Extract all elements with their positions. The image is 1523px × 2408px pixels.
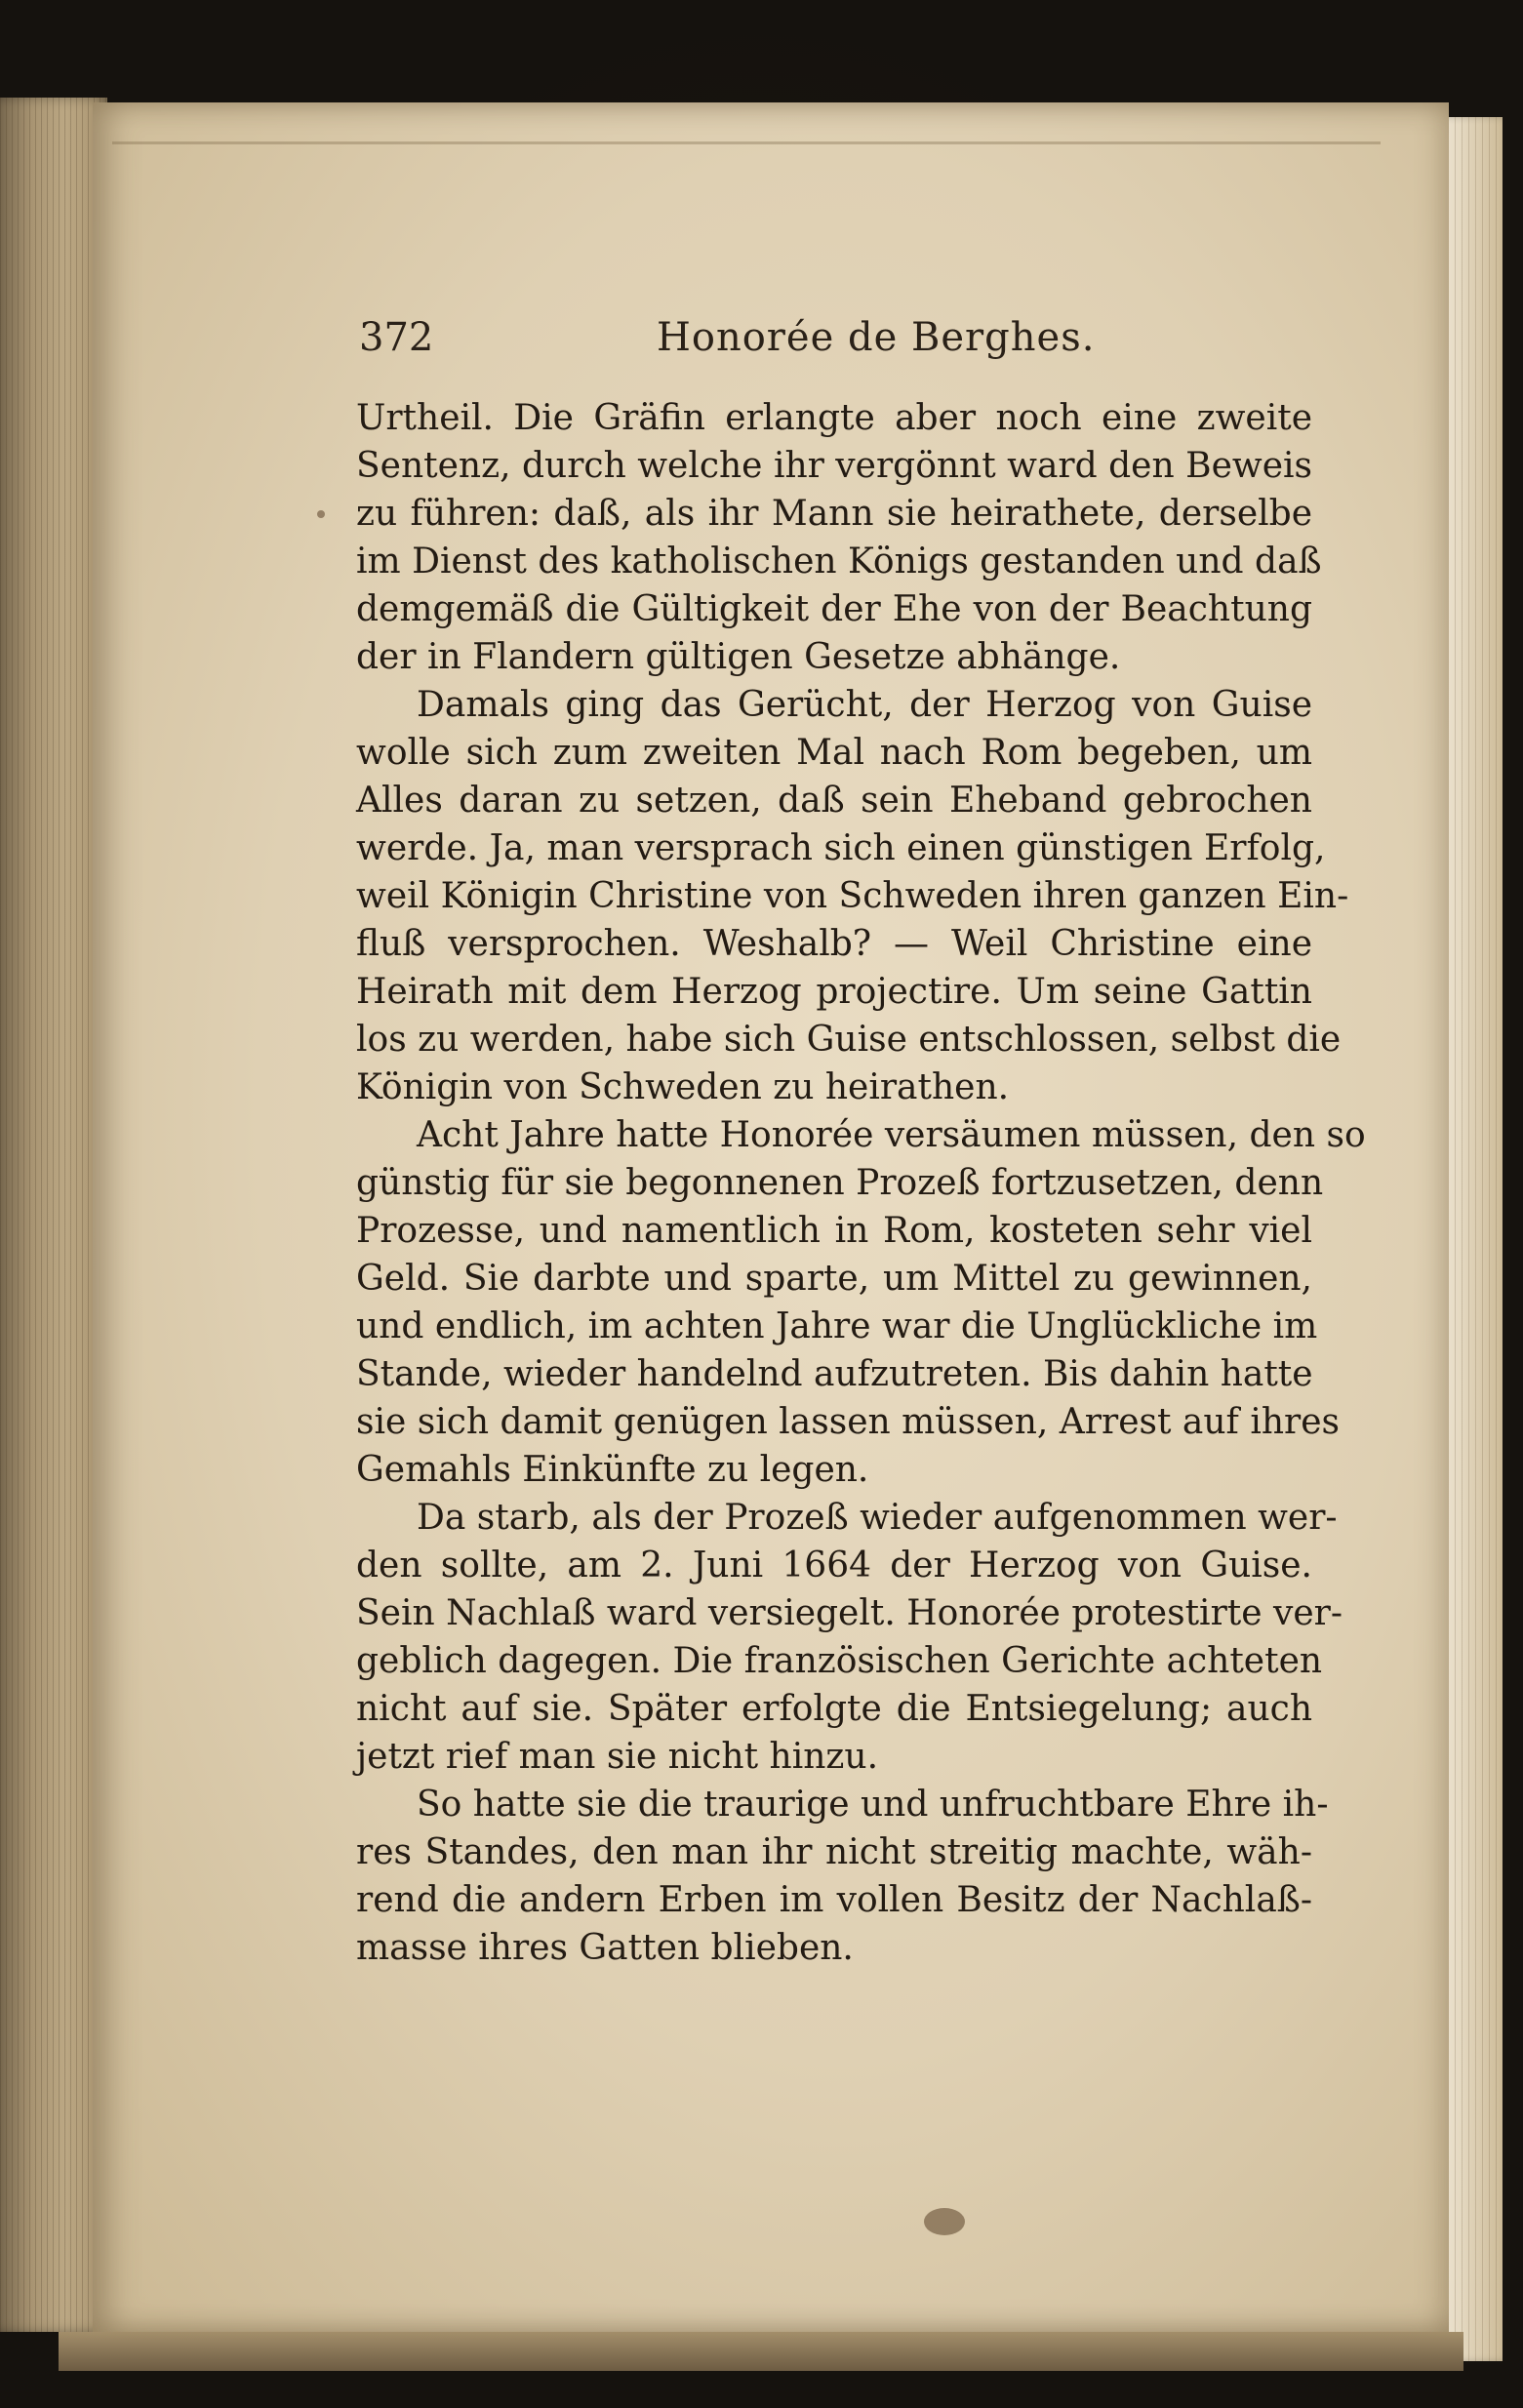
text-line: masse ihres Gatten blieben. bbox=[356, 1928, 854, 1968]
text-line: Alles daran zu setzen, daß sein Eheband gebrochen bbox=[356, 781, 1312, 821]
text-line: Prozesse, und namentlich in Rom, kosteten sehr viel bbox=[356, 1211, 1312, 1251]
text-line: weil Königin Christine von Schweden ihren ganzen Ein- bbox=[356, 876, 1349, 916]
text-line: den sollte, am 2. Juni 1664 der Herzog von Guise. bbox=[356, 1545, 1312, 1585]
page-top-rule bbox=[112, 141, 1381, 144]
text-line: geblich dagegen. Die französischen Gerichte achteten bbox=[356, 1641, 1323, 1681]
text-line: fluß versprochen. Weshalb? — Weil Christine eine bbox=[356, 924, 1312, 964]
text-line: Sentenz, durch welche ihr vergönnt ward den Beweis bbox=[356, 446, 1312, 486]
page-stain bbox=[317, 510, 325, 518]
body-text bbox=[356, 394, 1366, 1972]
text-line: Damals ging das Gerücht, der Herzog von Guise bbox=[417, 685, 1312, 725]
text-line: Sein Nachlaß ward versiegelt. Honorée protestirte ver- bbox=[356, 1593, 1343, 1633]
text-line: los zu werden, habe sich Guise entschlossen, selbst die bbox=[356, 1020, 1342, 1060]
text-line: sie sich damit genügen lassen müssen, Arrest auf ihres bbox=[356, 1402, 1340, 1442]
text-line: günstig für sie begonnenen Prozeß fortzusetzen, denn bbox=[356, 1163, 1324, 1203]
page-number: 372 bbox=[359, 315, 434, 360]
text-line: werde. Ja, man versprach sich einen günstigen Erfolg, bbox=[356, 828, 1326, 868]
text-line: Urtheil. Die Gräfin erlangte aber noch eine zweite bbox=[356, 398, 1312, 438]
text-line: im Dienst des katholischen Königs gestanden und daß bbox=[356, 542, 1322, 582]
text-line: wolle sich zum zweiten Mal nach Rom begeben, um bbox=[356, 733, 1312, 773]
text-line: Da starb, als der Prozeß wieder aufgenommen wer- bbox=[417, 1498, 1338, 1538]
book-bottom-edge bbox=[59, 2332, 1463, 2371]
text-line: jetzt rief man sie nicht hinzu. bbox=[356, 1737, 879, 1777]
text-line: res Standes, den man ihr nicht streitig machte, wäh- bbox=[356, 1832, 1312, 1872]
text-line: der in Flandern gültigen Gesetze abhänge. bbox=[356, 637, 1121, 677]
book-page-edges-left bbox=[0, 98, 107, 2332]
running-title: Honorée de Berghes. bbox=[657, 315, 1096, 360]
text-line: Stande, wieder handelnd aufzutreten. Bis dahin hatte bbox=[356, 1354, 1313, 1394]
text-line: demgemäß die Gültigkeit der Ehe von der Beachtung bbox=[356, 589, 1312, 629]
text-line: rend die andern Erben im vollen Besitz der Nachlaß- bbox=[356, 1880, 1312, 1920]
text-line: Gemahls Einkünfte zu legen. bbox=[356, 1450, 869, 1490]
text-line: zu führen: daß, als ihr Mann sie heirathete, derselbe bbox=[356, 494, 1312, 534]
text-line: Geld. Sie darbte und sparte, um Mittel zu gewinnen, bbox=[356, 1259, 1312, 1299]
text-line: Acht Jahre hatte Honorée versäumen müssen, den so bbox=[417, 1115, 1366, 1155]
page-header bbox=[359, 315, 1315, 366]
text-line: So hatte sie die traurige und unfruchtbare Ehre ih- bbox=[417, 1785, 1329, 1825]
text-line: und endlich, im achten Jahre war die Unglückliche im bbox=[356, 1306, 1318, 1346]
text-line: nicht auf sie. Später erfolgte die Entsiegelung; auch bbox=[356, 1689, 1312, 1729]
text-line: Heirath mit dem Herzog projectire. Um seine Gattin bbox=[356, 972, 1312, 1012]
page-stain bbox=[924, 2208, 965, 2235]
text-line: Königin von Schweden zu heirathen. bbox=[356, 1067, 1010, 1107]
